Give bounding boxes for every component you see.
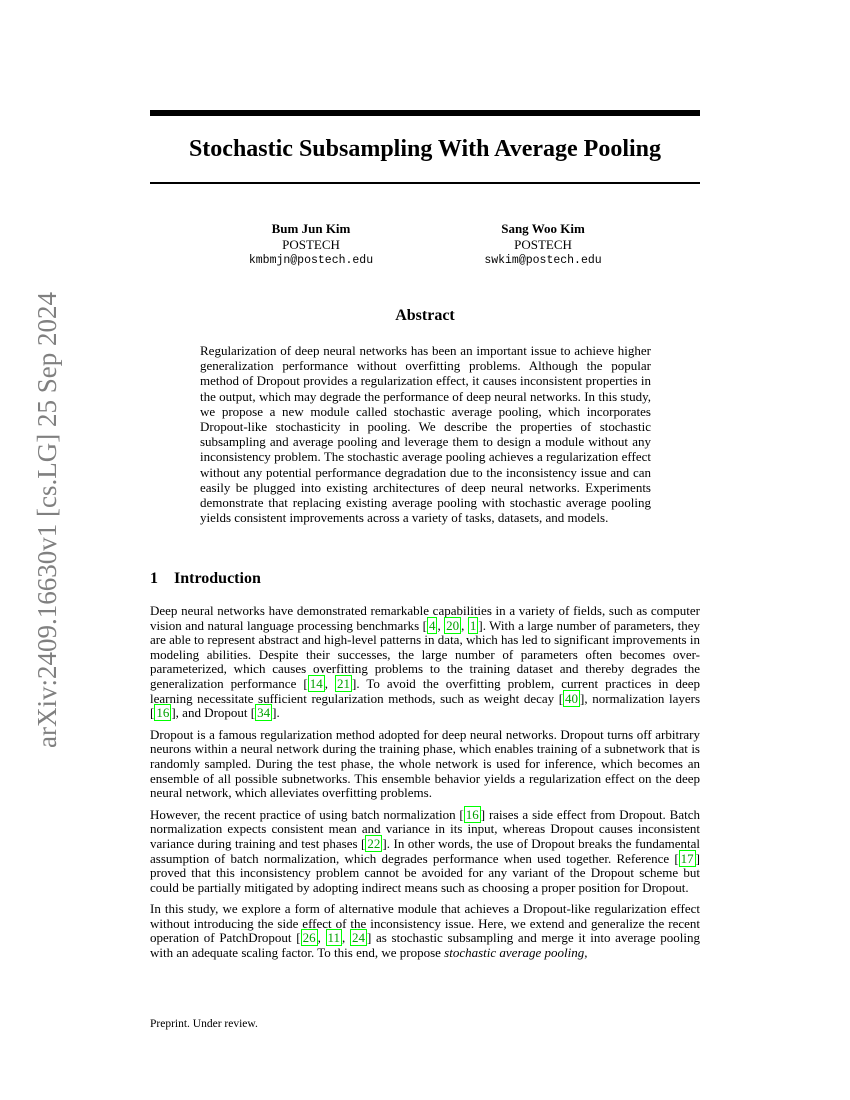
text-run: ] as stochastic subsampling and merge it into average pooling with an adequate scaling factor. To this end, we propose (150, 930, 701, 961)
author-block-2 (443, 221, 643, 269)
citation-link[interactable]: 14 (309, 675, 323, 691)
text-run: In this study, we explore a form of alternative module that achieves a Dropout-like regularization effect without introducing the side effect of the inconsistency issue. Here, we extend and generalize the recent operation of PatchDropout [ (150, 901, 700, 946)
abstract-text: Regularization of deep neural networks has been an important issue to achieve higher generalization performance without overfitting problems. Although the popular method of Dropout provides a regularization effect, it causes inconsistent properties in the output, which may degrade the performance of deep neural networks. In this study, we propose a new module called stochastic average pooling, which incorporates Dropout-like stochasticity in pooling. We describe the properties of stochastic subsampling and average pooling and leverage them to design a module without any inconsistency problem. The stochastic average pooling achieves a regularization effect without any potential performance degradation due to the inconsistency issue and can easily be plugged into existing architectures of deep neural networks. Experiments demonstrate that replacing existing average pooling with stochastic average pooling yields consistent improvements across a variety of tasks, datasets, and models. (200, 343, 651, 526)
citation-link[interactable]: 1 (469, 617, 477, 633)
citation-link[interactable]: 16 (156, 705, 170, 721)
author-affiliation: POSTECH (514, 237, 572, 252)
text-run: ], and Dropout [ (171, 705, 256, 721)
paragraph-3 (150, 808, 700, 896)
text-run: ] proved that this inconsistency problem cannot be avoided for any variant of the Dropout scheme but could be partially mitigated by adopting indirect means such as choosing a proper position for Dropout. (150, 850, 700, 895)
author-email[interactable]: swkim@postech.edu (484, 254, 602, 267)
citation-link[interactable]: 21 (336, 675, 350, 691)
citation-link[interactable]: 24 (352, 930, 365, 946)
text-run: , (584, 945, 588, 961)
text-run: ]. In other words, the use of Dropout breaks the fundamental assumption of batch normalization, which degrades performance when used together. Reference [ (150, 835, 700, 866)
text-run: , (437, 617, 445, 633)
citation-link[interactable]: 26 (302, 930, 316, 946)
footer-note: Preprint. Under review. (150, 1018, 258, 1030)
citation-link[interactable]: 34 (257, 705, 271, 721)
text-run: ], normalization layers [ (150, 690, 701, 721)
citation-link[interactable]: 4 (428, 617, 436, 633)
paragraph-1 (150, 604, 700, 721)
text-run: , (324, 675, 335, 691)
citation-link[interactable]: 11 (327, 930, 341, 946)
text-run: , (461, 617, 468, 633)
title-top-rule (150, 110, 700, 116)
arxiv-identifier: arXiv:2409.16630v1 [cs.LG] 25 Sep 2024 (32, 292, 62, 748)
citation-link[interactable]: 16 (465, 806, 479, 822)
paragraph-4 (150, 902, 700, 960)
author-name: Bum Jun Kim (271, 221, 351, 236)
author-email[interactable]: kmbmjn@postech.edu (248, 254, 374, 267)
section-title: Introduction (174, 570, 261, 587)
citation-link[interactable]: 22 (367, 835, 381, 851)
section-heading (150, 569, 261, 589)
author-name: Sang Woo Kim (501, 221, 585, 236)
text-run: ]. (272, 705, 280, 721)
text-run: Deep neural networks have demonstrated remarkable capabilities in a variety of fields, such as computer vision and natural language processing benchmarks [ (150, 603, 700, 633)
text-run: , (317, 930, 326, 946)
text-run: ] raises a side effect from Dropout. Batch normalization expects consistent mean and variance in its input, whereas Dropout causes inconsistent variance during training and test phases [ (150, 806, 700, 851)
paper-title: Stochastic Subsampling With Average Pooling (188, 136, 662, 162)
author-affiliation: POSTECH (282, 237, 340, 252)
arxiv-stamp-svg (12, 290, 62, 750)
citation-link[interactable]: 17 (680, 850, 694, 866)
paragraph-2: Dropout is a famous regularization method adopted for deep neural networks. Dropout turns off arbitrary neurons within a neural network during the training phase, which enables training of a subnetwork that is randomly sampled. During the test phase, the whole network is used for inference, which becomes an ensemble of all possible subnetworks. This ensemble behavior yields a regularization effect on the deep neural network, which alleviates overfitting problems. (150, 726, 700, 801)
text-run: ]. With a large number of parameters, they are able to represent abstract and high-level patterns in data, which has led to significant improvements in modeling abilities. Despite their successes, the large number of parameters often becomes over-parameterized, which causes overfitting problems to the training dataset and thereby degrades the generalization performance [ (150, 617, 701, 691)
section-number: 1 (150, 570, 158, 587)
text-run: , (342, 930, 350, 946)
text-run: ]. To avoid the overfitting problem, current practices in deep learning necessitate sufficient regularization methods, such as weight decay [ (150, 675, 700, 706)
introduction-body (150, 604, 700, 968)
emphasized-term: stochastic average pooling (444, 945, 585, 961)
text-run: However, the recent practice of using batch normalization [ (150, 806, 464, 822)
abstract-heading: Abstract (395, 307, 455, 324)
arxiv-stamp (12, 290, 62, 750)
citation-link[interactable]: 20 (446, 617, 460, 633)
citation-link[interactable]: 40 (565, 690, 579, 706)
author-block-1 (211, 221, 411, 269)
title-bottom-rule (150, 182, 700, 184)
